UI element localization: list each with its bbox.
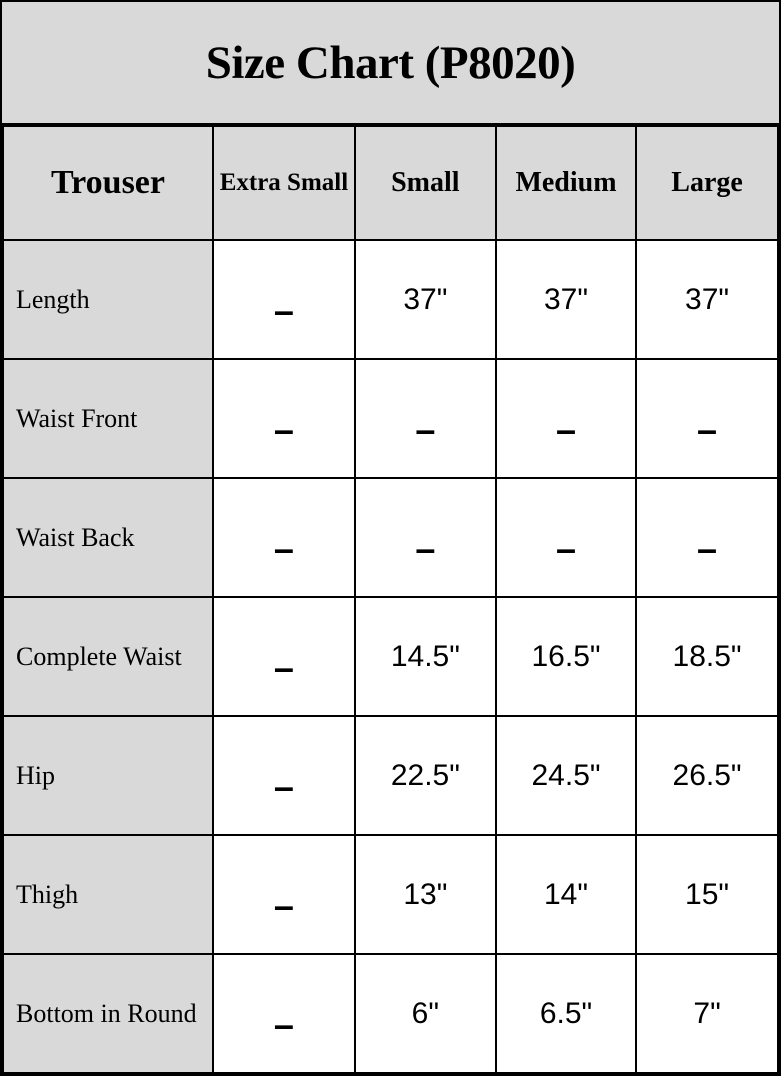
column-header-extra-small: Extra Small [213, 126, 355, 240]
size-value-cell: – [496, 359, 636, 478]
size-value-cell [355, 716, 496, 835]
size-value: 14" [543, 877, 589, 911]
size-value-cell: – [496, 478, 636, 597]
table-row [3, 954, 778, 1073]
row-label: Length [3, 240, 213, 359]
column-header-medium: Medium [496, 126, 636, 240]
size-value-cell: – [355, 478, 496, 597]
size-value-cell [496, 597, 636, 716]
row-label: Complete Waist [3, 597, 213, 716]
size-value: 7" [693, 996, 721, 1030]
table-row [3, 478, 778, 597]
size-value-cell [636, 597, 778, 716]
table-row [3, 240, 778, 359]
size-value-cell: – [213, 835, 355, 954]
size-value: 37" [543, 282, 589, 316]
table-row [3, 835, 778, 954]
size-value-cell [636, 835, 778, 954]
size-value: 37" [685, 282, 730, 316]
size-table-body [3, 240, 778, 1073]
size-value: 6" [411, 996, 440, 1030]
table-row [3, 359, 778, 478]
size-value-cell [636, 954, 778, 1073]
size-value-cell: – [213, 954, 355, 1073]
row-label: Waist Back [3, 478, 213, 597]
size-value-cell [496, 835, 636, 954]
size-value: 16.5" [531, 639, 601, 673]
size-value: 26.5" [672, 758, 742, 792]
header-row [3, 126, 778, 240]
table-row [3, 597, 778, 716]
size-value-cell: – [213, 597, 355, 716]
size-value: 22.5" [390, 758, 460, 792]
size-value-cell: – [213, 478, 355, 597]
size-table [2, 125, 779, 1074]
size-value-cell [496, 716, 636, 835]
size-value-cell: – [213, 716, 355, 835]
size-value: 6.5" [539, 996, 593, 1030]
size-value-cell [355, 240, 496, 359]
size-value: 14.5" [390, 639, 460, 673]
size-value: 18.5" [672, 639, 742, 673]
size-value: 24.5" [531, 758, 601, 792]
size-value-cell: – [213, 240, 355, 359]
size-value-cell [636, 716, 778, 835]
size-value-cell [636, 240, 778, 359]
row-label: Hip [3, 716, 213, 835]
size-value: 37" [403, 282, 448, 316]
row-label: Bottom in Round [3, 954, 213, 1073]
size-value-cell [355, 835, 496, 954]
size-value-cell [355, 954, 496, 1073]
size-chart-title-bar [2, 2, 779, 125]
size-value-cell: – [636, 478, 778, 597]
size-value-cell [496, 240, 636, 359]
size-value: 15" [685, 877, 730, 911]
table-row [3, 716, 778, 835]
row-label: Waist Front [3, 359, 213, 478]
row-label: Thigh [3, 835, 213, 954]
column-header-small: Small [355, 126, 496, 240]
size-value-cell: – [355, 359, 496, 478]
size-value-cell: – [636, 359, 778, 478]
column-header-large: Large [636, 126, 778, 240]
size-value-cell [496, 954, 636, 1073]
size-value-cell: – [213, 359, 355, 478]
column-header-trouser: Trouser [3, 126, 213, 240]
size-value: 13" [403, 877, 448, 911]
size-value-cell [355, 597, 496, 716]
page-title: Size Chart (P8020) [205, 36, 576, 89]
